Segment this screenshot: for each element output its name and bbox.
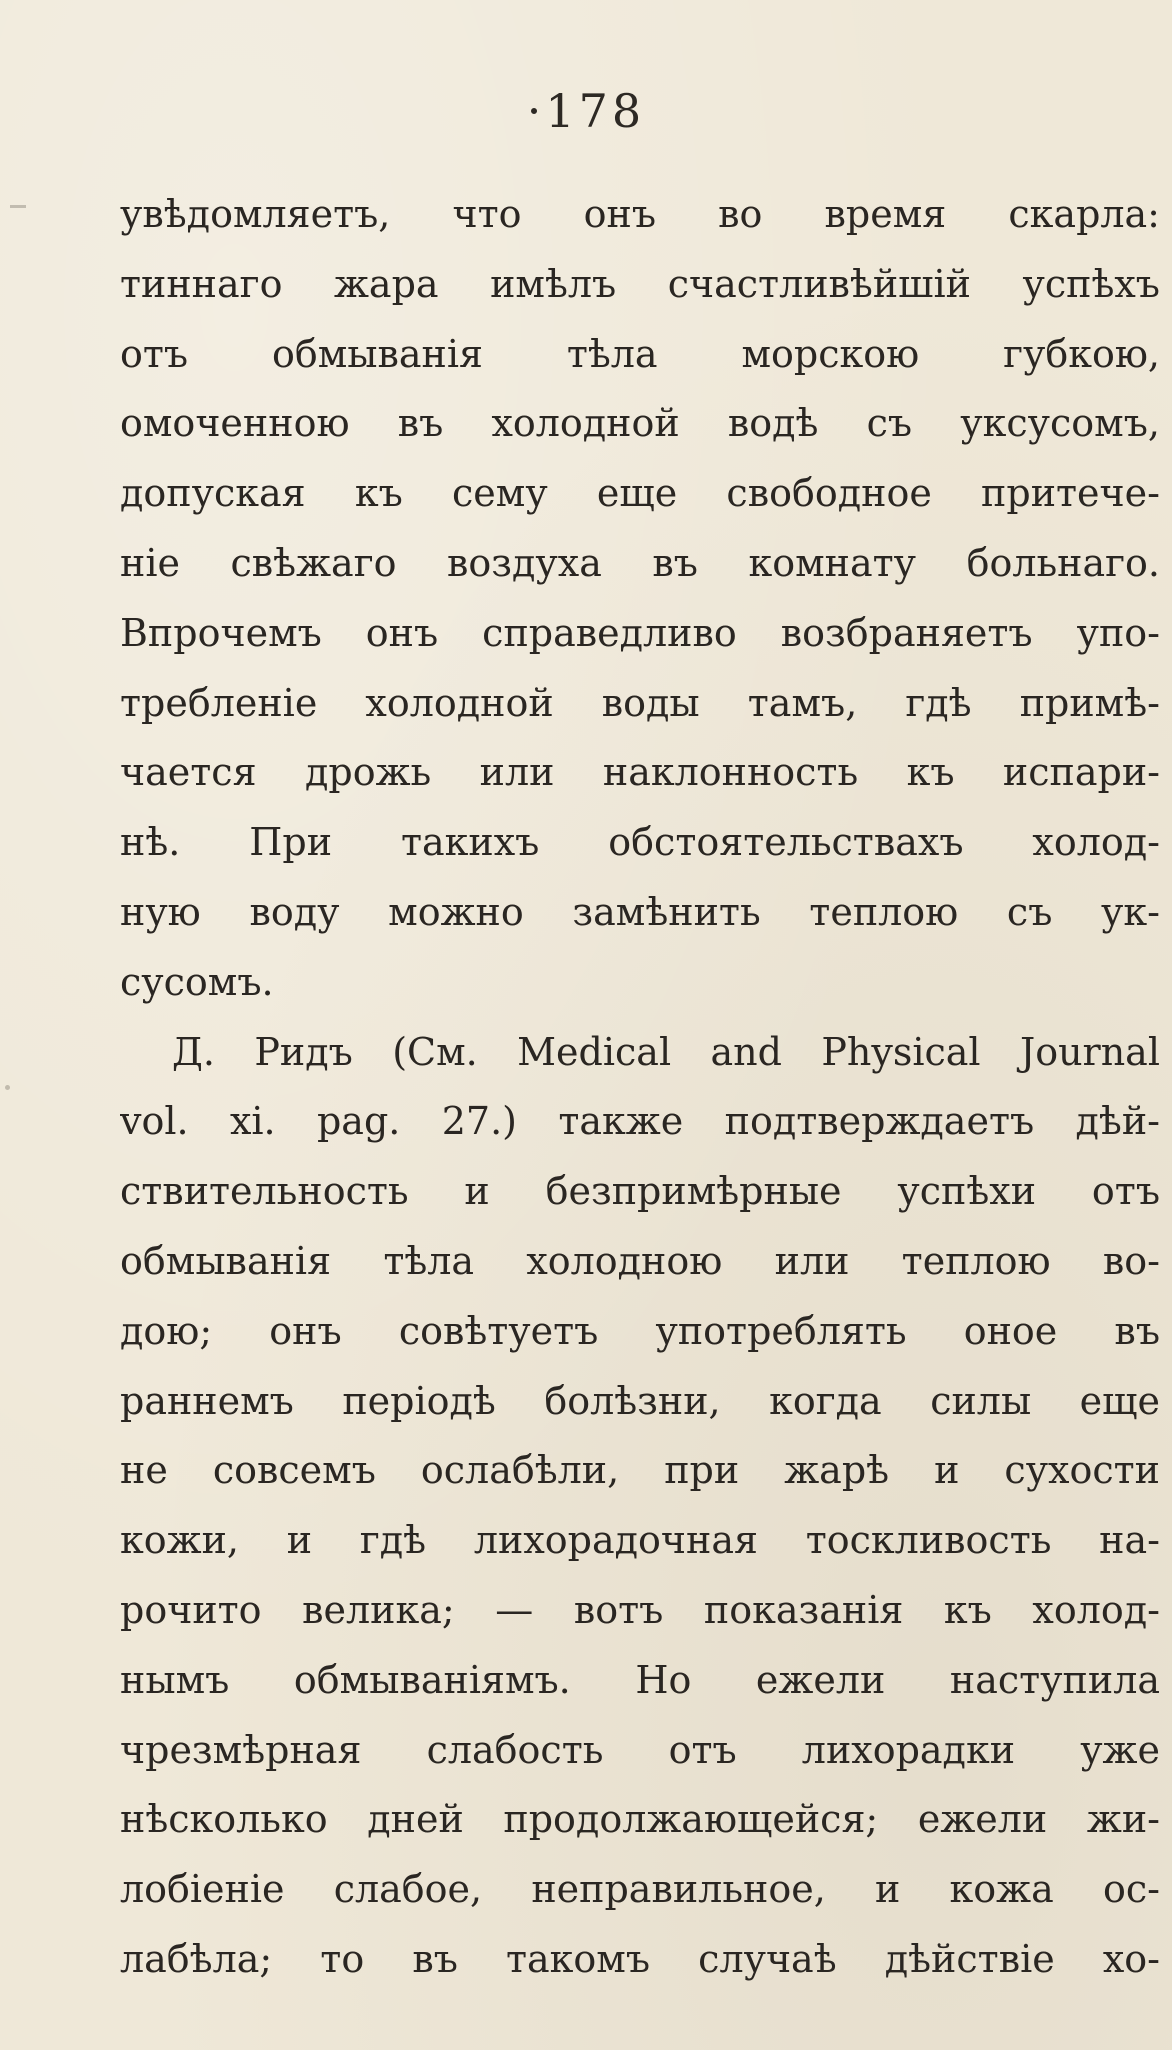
text-line: vol. xi. pag. 27.) также подтверждаетъ дѣй- [120,1099,1160,1144]
margin-mark [5,1085,10,1090]
text-line: сусомъ. [120,959,274,1004]
text-line: требленіе холодной воды тамъ, гдѣ примѣ- [120,680,1160,725]
text-line: нѣ. При такихъ обстоятельствахъ холод- [120,820,1160,865]
text-line: не совсемъ ослабѣли, при жарѣ и сухости [120,1448,1160,1493]
text-line: допуская къ сему еще свободное притече- [120,471,1160,516]
page-number: ·178 [526,84,646,138]
text-line: тиннаго жара имѣлъ счастливѣйшій успѣхъ [120,261,1160,306]
paragraph-2 [120,1018,1160,1995]
text-line: дою; онъ совѣтуетъ употреблять оное въ [120,1308,1160,1353]
body-text [120,180,1160,1995]
text-line: ніе свѣжаго воздуха въ комнату больнаго. [120,540,1160,585]
text-line: нѣсколько дней продолжающейся; ежели жи- [120,1797,1160,1842]
text-line: кожи, и гдѣ лихорадочная тоскливость на- [120,1518,1160,1563]
text-line: омоченною въ холодной водѣ съ уксусомъ, [120,401,1160,446]
text-line: Впрочемъ онъ справедливо возбраняетъ упо- [120,610,1160,655]
text-line: лабѣла; то въ такомъ случаѣ дѣйствіе хо- [120,1936,1160,1981]
text-line: раннемъ періодѣ болѣзни, когда силы еще [120,1378,1160,1423]
text-line: чается дрожь или наклонность къ испари- [120,750,1160,795]
text-line: рочито велика; — вотъ показанія къ холод- [120,1587,1160,1632]
text-line: нымъ обмываніямъ. Но ежели наступила [120,1657,1160,1702]
text-line: лобіеніе слабое, неправильное, и кожа ос- [120,1867,1160,1912]
text-line: ствительность и безпримѣрные успѣхи отъ [120,1169,1160,1214]
text-line: обмыванія тѣла холодною или теплою во- [120,1238,1160,1283]
text-line: Д. Ридъ (См. Medical and Physical Journal [172,1029,1160,1074]
text-line: увѣдомляетъ, что онъ во время скарла: [120,192,1160,236]
text-line: ную воду можно замѣнить теплою съ ук- [120,889,1160,934]
text-line: чрезмѣрная слабость отъ лихорадки уже [120,1727,1160,1772]
text-line: отъ обмыванія тѣла морскою губкою, [120,331,1160,376]
margin-mark [10,205,26,208]
paragraph-1 [120,180,1160,1018]
